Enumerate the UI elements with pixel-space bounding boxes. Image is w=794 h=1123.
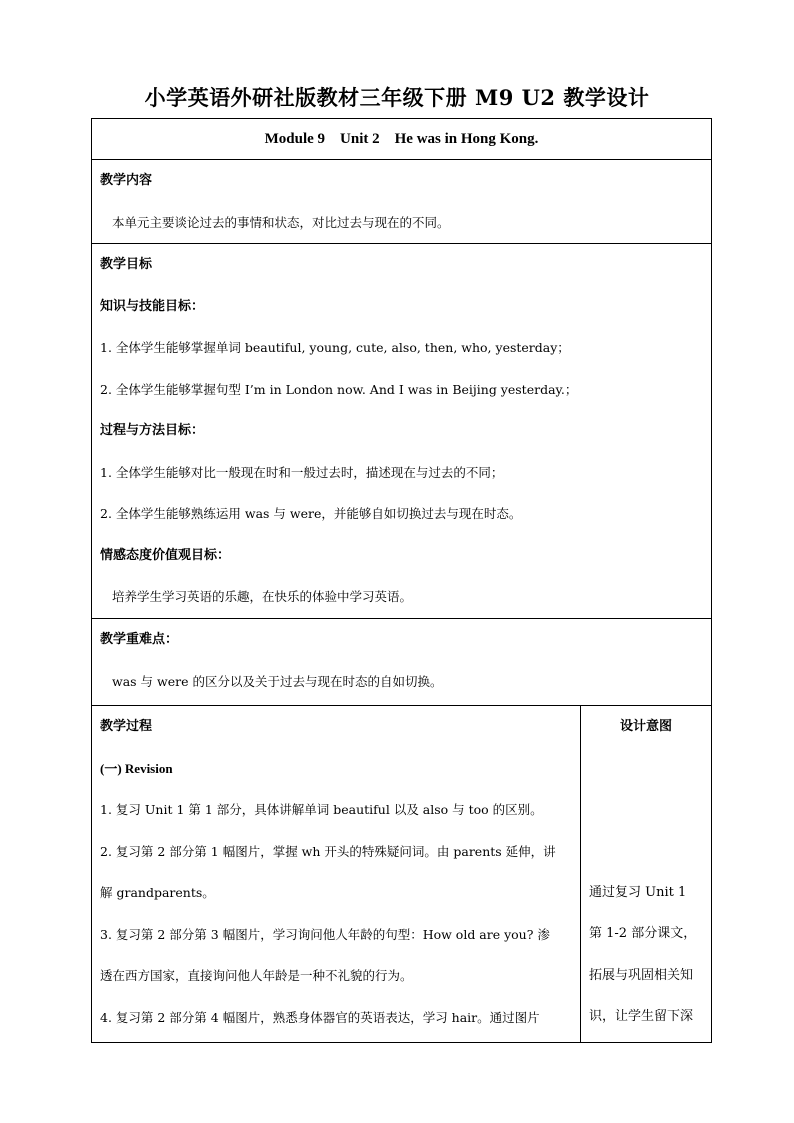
process-line: 3. 复习第 2 部分第 3 幅图片，学习询问他人年龄的句型：How old are you? 渗 <box>100 926 550 942</box>
design-line: 识，让学生留下深 <box>589 1009 694 1024</box>
module-label: Module 9 <box>264 130 326 147</box>
page-title: 小学英语外研社版教材三年级下册 M9 U2 教学设计 <box>144 85 650 110</box>
process-line: 解 grandparents。 <box>100 885 215 900</box>
content-section <box>92 160 712 244</box>
design-heading: 设计意图 <box>620 719 673 734</box>
process-goal-item: 1. 全体学生能够对比一般现在时和一般过去时，描述现在与过去的不同； <box>100 464 504 480</box>
content-text: 本单元主要谈论过去的事情和状态，对比过去与现在的不同。 <box>112 214 450 230</box>
design-line: 第 1-2 部分课文， <box>589 926 697 941</box>
knowledge-item: 1. 全体学生能够掌握单词 beautiful, young, cute, also, then, who, yesterday； <box>100 340 570 355</box>
content-heading: 教学内容 <box>100 173 153 188</box>
process-line: 透在西方国家，直接询问他人年龄是一种不礼貌的行为。 <box>100 968 413 983</box>
difficulty-text: was 与 were 的区分以及关于过去与现在时态的自如切换。 <box>112 673 443 689</box>
process-goal-item: 2. 全体学生能够熟练运用 was 与 were，并能够自如切换过去与现在时态。 <box>100 506 522 521</box>
process-cell <box>92 706 581 1043</box>
process-heading: 教学过程 <box>100 719 153 734</box>
emotion-text: 培养学生学习英语的乐趣，在快乐的体验中学习英语。 <box>112 589 413 604</box>
goals-heading: 教学目标 <box>100 257 153 272</box>
design-line: 拓展与巩固相关知 <box>589 967 694 983</box>
process-line: 4. 复习第 2 部分第 4 幅图片，熟悉身体器官的英语表达，学习 hair。通过图片 <box>100 1009 540 1025</box>
lesson-plan-table <box>91 118 712 1043</box>
emotion-heading: 情感态度价值观目标： <box>100 547 231 563</box>
process-line: 2. 复习第 2 部分第 1 幅图片，掌握 wh 开头的特殊疑问词。由 parents 延伸，讲 <box>100 843 556 859</box>
goals-section <box>92 244 712 619</box>
unit-title: He was in Hong Kong. <box>394 130 539 147</box>
difficulty-heading: 教学重难点： <box>100 632 179 647</box>
revision-heading: (一) Revision <box>100 760 173 776</box>
knowledge-item: 2. 全体学生能够掌握句型 I’m in London now. And I was in Beijing yesterday.； <box>100 381 578 397</box>
process-line: 1. 复习 Unit 1 第 1 部分，具体讲解单词 beautiful 以及 also 与 too 的区别。 <box>100 802 543 817</box>
difficulty-section <box>92 619 712 706</box>
unit-label: Unit 2 <box>340 130 380 147</box>
process-goals-heading: 过程与方法目标： <box>100 423 205 438</box>
design-intent-cell <box>581 706 712 1043</box>
design-line: 通过复习 Unit 1 <box>589 884 687 900</box>
knowledge-heading: 知识与技能目标： <box>100 298 205 314</box>
module-heading <box>92 119 712 160</box>
